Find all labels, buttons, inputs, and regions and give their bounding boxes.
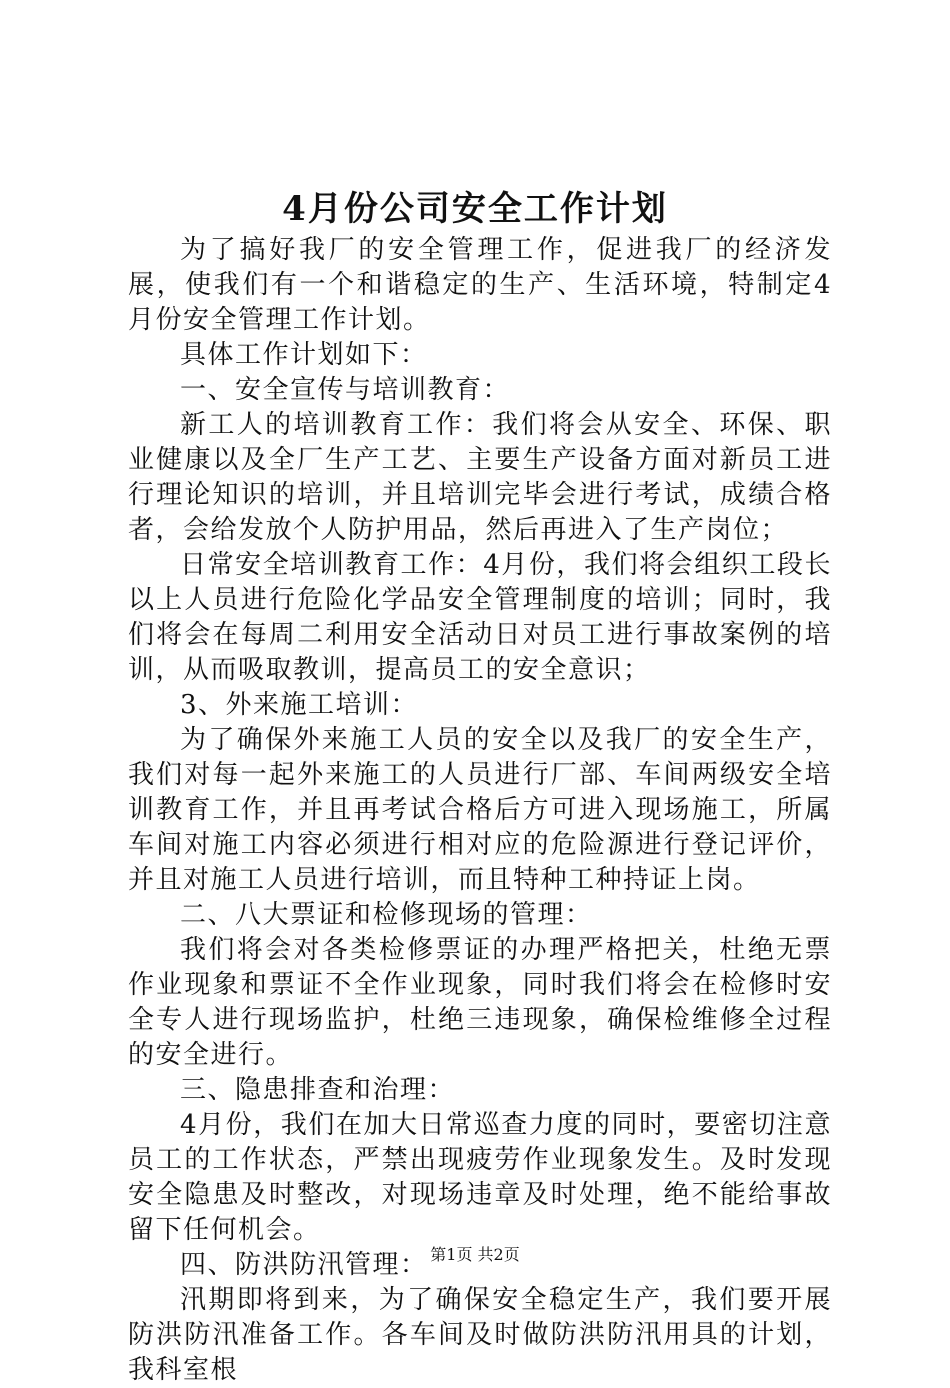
- document-body: [128, 233, 832, 1388]
- paragraph-contractor-training: 为了确保外来施工人员的安全以及我厂的安全生产，我们对每一起外来施工的人员进行厂部、车间两级安全培训教育工作，并且再考试合格后方可进入现场施工，所属车间对施工内容必须进行相对应的危险源进行登记评价，并且对施工人员进行培训，而且特种工种持证上岗。: [128, 725, 832, 895]
- paragraph-hazard-inspection: 4月份，我们在加大日常巡查力度的同时，要密切注意员工的工作状态，严禁出现疲劳作业现象发生。及时发现安全隐患及时整改，对现场违章及时处理，绝不能给事故留下任何机会。: [128, 1110, 832, 1245]
- paragraph-daily-training: 日常安全培训教育工作：4月份，我们将会组织工段长以上人员进行危险化学品安全管理制度的培训；同时，我们将会在每周二利用安全活动日对员工进行事故案例的培训，从而吸取教训，提高员工的安全意识；: [128, 550, 832, 685]
- paragraph-new-worker-training: 新工人的培训教育工作：我们将会从安全、环保、职业健康以及全厂生产工艺、主要生产设备方面对新员工进行理论知识的培训，并且培训完毕会进行考试，成绩合格者，会给发放个人防护用品，然后再进入了生产岗位；: [128, 410, 832, 545]
- heading-section-1: 一、安全宣传与培训教育：: [180, 375, 511, 405]
- paragraph-intro: 为了搞好我厂的安全管理工作，促进我厂的经济发展，使我们有一个和谐稳定的生产、生活环境，特制定4月份安全管理工作计划。: [128, 235, 832, 335]
- heading-section-2: 二、八大票证和检修现场的管理：: [180, 900, 593, 930]
- heading-subsection-3: 3、外来施工培训：: [180, 690, 419, 720]
- paragraph-flood-prevention: 汛期即将到来，为了确保安全稳定生产，我们要开展防洪防汛准备工作。各车间及时做防洪防汛用具的计划，我科室根: [128, 1285, 832, 1385]
- page-footer: 第1页 共2页: [430, 1245, 520, 1264]
- document-title: 4月份公司安全工作计划: [282, 189, 668, 229]
- heading-section-4: 四、防洪防汛管理：: [180, 1250, 428, 1280]
- heading-section-3: 三、隐患排查和治理：: [180, 1075, 456, 1105]
- paragraph-plan-lead: 具体工作计划如下：: [180, 340, 428, 370]
- paragraph-permit-management: 我们将会对各类检修票证的办理严格把关，杜绝无票作业现象和票证不全作业现象，同时我们将会在检修时安全专人进行现场监护，杜绝三违现象，确保检维修全过程的安全进行。: [128, 935, 832, 1070]
